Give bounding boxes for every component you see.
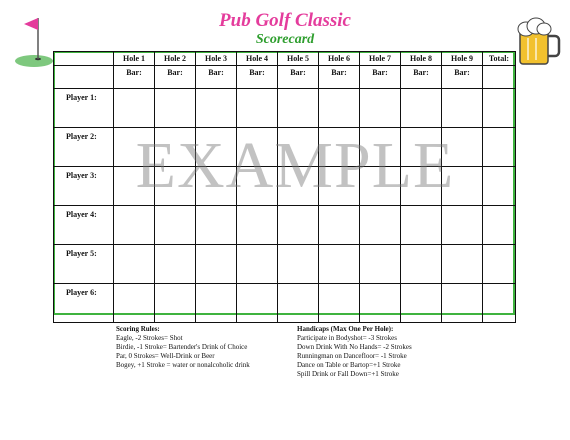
score-cell[interactable] <box>237 245 278 284</box>
score-cell[interactable] <box>401 245 442 284</box>
handicap-line: Dance on Table or Bartop=+1 Stroke <box>297 361 401 369</box>
player-label: Player 3: <box>54 167 114 206</box>
hole-header-row <box>54 52 516 66</box>
example-watermark: EXAMPLE <box>135 129 455 202</box>
handicap-line: Down Drink With No Hands= -2 Strokes <box>297 343 412 351</box>
player-label: Player 5: <box>54 245 114 284</box>
bar-cell[interactable]: Bar: <box>319 66 360 89</box>
score-cell[interactable] <box>114 206 155 245</box>
score-cell[interactable] <box>196 245 237 284</box>
score-cell[interactable] <box>278 284 319 323</box>
bar-cell[interactable]: Bar: <box>237 66 278 89</box>
player-label: Player 1: <box>54 89 114 128</box>
player-label: Player 4: <box>54 206 114 245</box>
player-row <box>54 284 516 323</box>
bar-cell[interactable]: Bar: <box>401 66 442 89</box>
total-cell[interactable] <box>483 128 516 167</box>
hole-header: Hole 3 <box>196 52 237 66</box>
bar-row <box>54 66 516 89</box>
score-cell[interactable] <box>401 284 442 323</box>
score-cell[interactable] <box>360 89 401 128</box>
handicap-line: Participate in Bodyshot= -3 Strokes <box>297 334 397 342</box>
score-cell[interactable] <box>196 206 237 245</box>
total-cell[interactable] <box>483 89 516 128</box>
score-cell[interactable] <box>319 89 360 128</box>
bar-cell[interactable]: Bar: <box>442 66 483 89</box>
score-cell[interactable] <box>155 89 196 128</box>
scoring-rule-line: Bogey, +1 Stroke = water or nonalcoholic drink <box>116 361 250 369</box>
score-cell[interactable] <box>114 245 155 284</box>
score-cell[interactable] <box>442 89 483 128</box>
bar-cell[interactable]: Bar: <box>196 66 237 89</box>
hole-header: Hole 4 <box>237 52 278 66</box>
bar-cell[interactable]: Bar: <box>278 66 319 89</box>
scoring-rules <box>116 325 306 370</box>
score-cell[interactable] <box>196 89 237 128</box>
bar-cell[interactable]: Bar: <box>114 66 155 89</box>
score-cell[interactable] <box>278 89 319 128</box>
score-cell[interactable] <box>360 245 401 284</box>
hole-header: Hole 5 <box>278 52 319 66</box>
hole-header: Hole 1 <box>114 52 155 66</box>
hole-header: Hole 7 <box>360 52 401 66</box>
total-header: Total: <box>483 52 516 66</box>
golf-flag-icon <box>14 14 54 68</box>
score-cell[interactable] <box>401 206 442 245</box>
score-cell[interactable] <box>237 284 278 323</box>
score-cell[interactable] <box>401 89 442 128</box>
score-cell[interactable] <box>237 206 278 245</box>
handicaps <box>297 325 497 379</box>
score-cell[interactable] <box>278 206 319 245</box>
score-cell[interactable] <box>442 284 483 323</box>
score-cell[interactable] <box>196 284 237 323</box>
player-row <box>54 89 516 128</box>
total-cell[interactable] <box>483 206 516 245</box>
score-cell[interactable] <box>319 284 360 323</box>
bar-cell[interactable]: Bar: <box>360 66 401 89</box>
bar-row-label <box>54 66 114 89</box>
total-cell[interactable] <box>483 167 516 206</box>
page-subtitle: Scorecard <box>255 32 315 47</box>
handicaps-heading: Handicaps (Max One Per Hole): <box>297 325 394 333</box>
score-cell[interactable] <box>155 206 196 245</box>
score-cell[interactable] <box>442 245 483 284</box>
total-cell[interactable] <box>483 245 516 284</box>
hole-header: Hole 6 <box>319 52 360 66</box>
player-row <box>54 206 516 245</box>
scoring-rule-line: Par, 0 Strokes= Well-Drink or Beer <box>116 352 215 360</box>
player-label: Player 2: <box>54 128 114 167</box>
page-title: Pub Golf Classic <box>219 10 351 31</box>
scoring-rule-line: Birdie, -1 Stroke= Bartender's Drink of Choice <box>116 343 248 351</box>
beer-mug-icon <box>514 16 562 68</box>
handicap-line: Spill Drink or Fall Down=+1 Stroke <box>297 370 399 378</box>
bar-cell[interactable]: Bar: <box>155 66 196 89</box>
score-cell[interactable] <box>114 89 155 128</box>
score-cell[interactable] <box>237 89 278 128</box>
score-cell[interactable] <box>319 206 360 245</box>
total-cell[interactable] <box>483 284 516 323</box>
score-cell[interactable] <box>360 206 401 245</box>
hole-header: Hole 9 <box>442 52 483 66</box>
score-cell[interactable] <box>155 284 196 323</box>
hole-header: Hole 2 <box>155 52 196 66</box>
scoring-rule-line: Eagle, -2 Strokes= Shot <box>116 334 183 342</box>
score-cell[interactable] <box>360 284 401 323</box>
score-cell[interactable] <box>155 245 196 284</box>
handicap-line: Runningman on Dancefloor= -1 Stroke <box>297 352 407 360</box>
score-cell[interactable] <box>114 284 155 323</box>
bar-total-cell[interactable] <box>483 66 516 89</box>
player-label: Player 6: <box>54 284 114 323</box>
score-cell[interactable] <box>319 245 360 284</box>
score-cell[interactable] <box>278 245 319 284</box>
corner-cell <box>54 52 114 66</box>
score-cell[interactable] <box>442 206 483 245</box>
scoring-rules-heading: Scoring Rules: <box>116 325 160 333</box>
hole-header: Hole 8 <box>401 52 442 66</box>
player-row <box>54 245 516 284</box>
